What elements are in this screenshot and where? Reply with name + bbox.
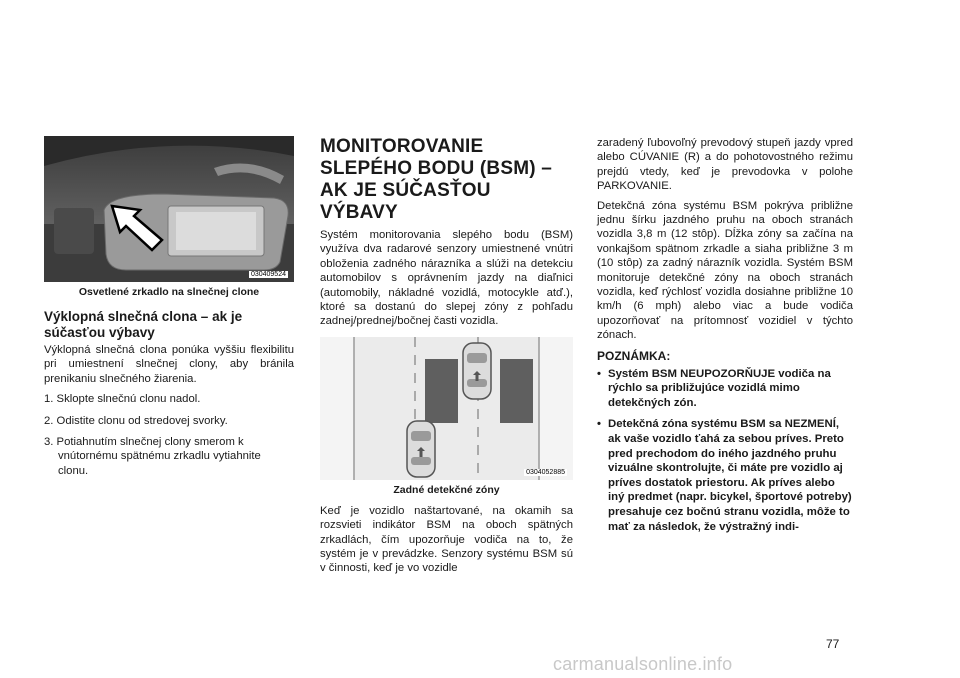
list-item — [597, 367, 853, 411]
list-item — [597, 417, 853, 534]
list-item: 2. Odistite clonu od stredovej svorky. — [44, 414, 228, 427]
section-title: MONITOROVANIE SLEPÉHO BODU (BSM) – AK JE SÚČASŤOU VÝBAVY — [320, 136, 553, 223]
detection-zones-figure — [320, 337, 573, 480]
page-number: 77 — [826, 637, 840, 651]
car-icon — [407, 421, 435, 477]
list-item: 3. Potiahnutím slnečnej clony smerom k vnútornému spätnému zrkadlu vytiahnite clonu. — [44, 436, 261, 477]
visor-mirror-figure — [44, 136, 294, 282]
steps-list — [44, 392, 294, 478]
list-item: 1. Sklopte slnečnú clonu nadol. — [44, 393, 201, 406]
detection-zones-diagram — [320, 337, 573, 480]
car-icon — [463, 343, 491, 399]
bsm-operation-paragraph: Keď je vozidlo naštartované, na okamih sa rozsvieti indikátor BSM na oboch spätných zrkadlách, čím upozorňuje vodiča na to, že systém je v prevádzke. Senzory systému BSM sú v činnosti, keď je vo vozidle — [320, 504, 573, 575]
note-text: Detekčná zóna systému BSM sa NEZMENÍ, ak vaše vozidlo ťahá za sebou príves. Preto pred prechodom do iného jazdného pruhu vizuálne skontrolujte, či máte pre vozidlo aj príves dostatok priestoru. Ak príves alebo iný predmet (napr. bicykel, športové potreby) presahuje cez bočnú stranu vozidla, môže to mať za následok, že výstražný indi- — [608, 418, 852, 533]
figure-caption: Zadné detekčné zóny — [393, 483, 500, 496]
section-heading: Výklopná slnečná clona – ak je súčasťou výbavy — [44, 309, 243, 340]
detection-zone-paragraph: Detekčná zóna systému BSM pokrýva približne jednu šírku jazdného pruhu na oboch stranách vozidla 3,8 m (12 stôp). Dĺžka zóny sa začína na vonkajšom spätnom zrkadle a siaha približne 3 m (10 stôp) za zadný nárazník vozidla. Systém BSM monitoruje detekčné zóny na oboch stranách vozidla, keď rýchlosť vozidla dosiahne približne 10 km/h (6 mph) alebo viac a bude vodiča upozorňovať na prítomnosť vozidiel v týchto zónach. — [597, 199, 853, 342]
note-list — [597, 367, 853, 535]
bullet-icon: • — [597, 367, 601, 380]
bullet-icon: • — [597, 418, 601, 431]
watermark: carmanualsonline.info — [553, 654, 733, 674]
figure-code: 0304052885 — [526, 468, 565, 476]
intro-paragraph: Výklopná slnečná clona ponúka vyššiu flexibilitu pri umiestnení slnečnej clony, aby bránila prenikaniu slnečného žiarenia. — [44, 344, 294, 385]
left-detection-zone — [425, 359, 458, 423]
note-text: Systém BSM NEUPOZORŇUJE vodiča na rýchlo sa približujúce vozidlá mimo detekčných zón. — [608, 367, 831, 409]
figure-code: 030409524 — [250, 271, 286, 278]
column-right — [597, 136, 853, 541]
bsm-intro-paragraph: Systém monitorovania slepého bodu (BSM) využíva dva radarové senzory umiestnené vnútri obloženia zadného nárazníka a slúži na detekciu automobilov s oprávnením jazdy na diaľnici (automobily, nákladné vozidlá, motocykle atď.), ktoré sa dostanú do slepej zóny z pohľadu zadnej/prednej/bočnej časti vozidla. — [320, 229, 573, 328]
column-middle — [320, 136, 573, 576]
right-detection-zone — [500, 359, 533, 423]
note-heading: POZNÁMKA: — [597, 348, 671, 363]
figure-caption: Osvetlené zrkadlo na slnečnej clone — [78, 286, 260, 298]
continuation-paragraph: zaradený ľubovoľný prevodový stupeň jazdy vpred alebo CÚVANIE (R) a do pohotovostného režimu prejdú vtedy, keď je prevodovka v polohe PARKOVANIE. — [597, 137, 853, 193]
column-left — [44, 136, 294, 485]
visor-mirror-illustration — [44, 136, 294, 282]
